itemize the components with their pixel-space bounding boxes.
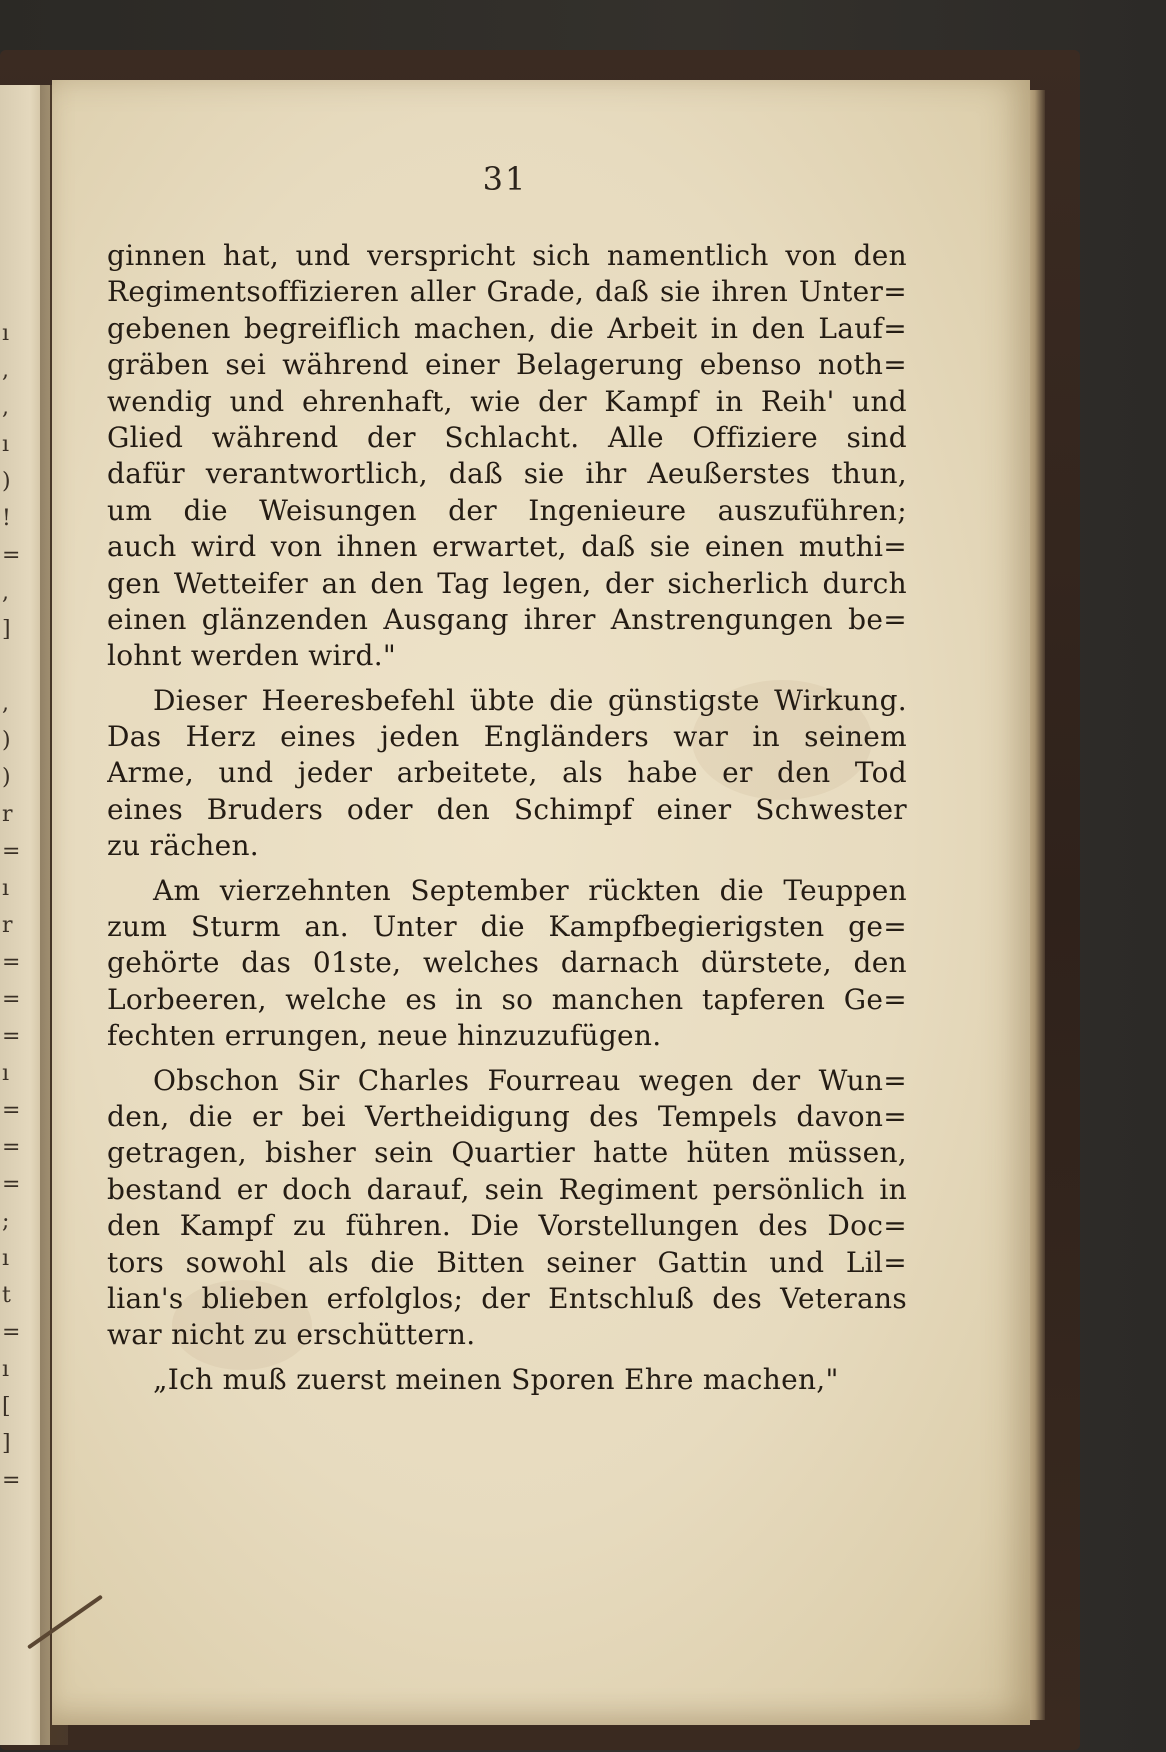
text-line: ginnen hat, und verspricht sich namentlich von den	[107, 239, 907, 272]
page-body-text	[107, 238, 907, 1406]
left-page-fragment: ı	[2, 1246, 10, 1271]
text-line: war nicht zu erschüttern.	[107, 1318, 476, 1352]
left-page-fragment: ı	[2, 876, 10, 901]
text-line: tors sowohl als die Bitten seiner Gattin und Lil=	[107, 1245, 907, 1279]
left-page-fragment: ,	[2, 691, 9, 716]
left-page-fragment	[2, 648, 18, 685]
left-page-fragment: ]	[2, 617, 11, 642]
left-page-fragment: ,	[2, 395, 9, 420]
left-page-fragment: ı	[2, 1357, 10, 1382]
text-line: gräben sei während einer Belagerung ebenso noth=	[107, 348, 907, 382]
left-page-fragment: ;	[2, 1209, 10, 1234]
left-page-fragment: ]	[2, 1431, 11, 1456]
page-number: 31	[482, 160, 528, 198]
left-page-fragment: [	[2, 1394, 11, 1419]
left-page-fragment: =	[2, 1320, 21, 1345]
paragraph	[107, 683, 907, 865]
left-page-fragment: )	[2, 765, 11, 790]
left-page-fragment: =	[2, 987, 21, 1012]
text-line: „Ich muß zuerst meinen Sporen Ehre machen,"	[153, 1362, 839, 1396]
left-page-fragment: r	[2, 913, 13, 938]
left-page-fragment: t	[2, 1283, 11, 1308]
left-page-fragment: !	[2, 506, 11, 531]
text-line: Regimentsoffizieren aller Grade, daß sie ihren Unter=	[107, 275, 907, 309]
text-line: den Kampf zu führen. Die Vorstellungen des Doc=	[107, 1209, 907, 1243]
left-page-fragment: ı	[2, 1061, 10, 1086]
left-page-fragment: ,	[2, 580, 9, 605]
left-page-fragment: ı	[2, 432, 10, 457]
text-line: bestand er doch darauf, sein Regiment persönlich in	[107, 1172, 907, 1206]
left-page-fragment: )	[2, 728, 11, 753]
text-line: den, die er bei Vertheidigung des Tempels davon=	[107, 1099, 907, 1133]
text-line: wendig und ehrenhaft, wie der Kampf in Reih' und	[107, 384, 907, 418]
paragraph	[107, 873, 907, 1055]
text-line: lohnt werden wird."	[107, 639, 397, 673]
paragraph	[107, 1063, 907, 1354]
left-page-fragment: ,	[2, 358, 9, 383]
text-line: auch wird von ihnen erwartet, daß sie einen muthi=	[107, 530, 907, 564]
text-line: gehörte das 01ste, welches darnach dürstete, den	[107, 946, 907, 980]
left-page-fragment: =	[2, 1135, 21, 1160]
text-line: gebenen begreiflich machen, die Arbeit in den Lauf=	[107, 311, 907, 345]
text-line: zu rächen.	[107, 829, 259, 863]
text-line: Obschon Sir Charles Fourreau wegen der Wun=	[153, 1063, 907, 1097]
left-page-fragment: =	[2, 1024, 21, 1049]
text-line: Dieser Heeresbefehl übte die günstigste Wirkung.	[153, 683, 907, 717]
left-page-fragment: =	[2, 543, 21, 568]
text-line: getragen, bisher sein Quartier hatte hüten müssen,	[107, 1136, 907, 1170]
left-page-fragment: r	[2, 802, 13, 827]
text-line: fechten errungen, neue hinzuzufügen.	[107, 1019, 662, 1053]
left-page-fragment: =	[2, 1468, 21, 1493]
text-line: Arme, und jeder arbeitete, als habe er den Tod	[107, 756, 907, 790]
text-line: Das Herz eines jeden Engländers war in seinem	[107, 720, 907, 754]
left-page-fragment: =	[2, 1098, 21, 1123]
paragraph	[107, 1362, 907, 1398]
left-page-fragment: =	[2, 1172, 21, 1197]
text-line: gen Wetteifer an den Tag legen, der sicherlich durch	[107, 566, 907, 600]
text-line: um die Weisungen der Ingenieure auszuführen;	[107, 493, 907, 527]
text-line: lian's blieben erfolglos; der Entschluß des Veterans	[107, 1281, 907, 1315]
text-line: dafür verantwortlich, daß sie ihr Aeußerstes thun,	[107, 457, 907, 491]
left-page-fragment: =	[2, 839, 21, 864]
left-page-text-fragments	[2, 315, 21, 1499]
left-page-fragment: =	[2, 950, 21, 975]
text-line: zum Sturm an. Unter die Kampfbegierigsten ge=	[107, 910, 907, 944]
text-line: Am vierzehnten September rückten die Teuppen	[153, 873, 907, 907]
paragraph	[107, 238, 907, 675]
left-page-fragment: ı	[2, 321, 10, 346]
text-line: Lorbeeren, welche es in so manchen tapferen Ge=	[107, 982, 907, 1016]
text-line: Glied während der Schlacht. Alle Offiziere sind	[107, 420, 907, 454]
left-page-fragment: )	[2, 469, 11, 494]
text-line: eines Bruders oder den Schimpf einer Schwester	[107, 792, 907, 826]
text-line: einen glänzenden Ausgang ihrer Anstrengungen be=	[107, 602, 907, 636]
